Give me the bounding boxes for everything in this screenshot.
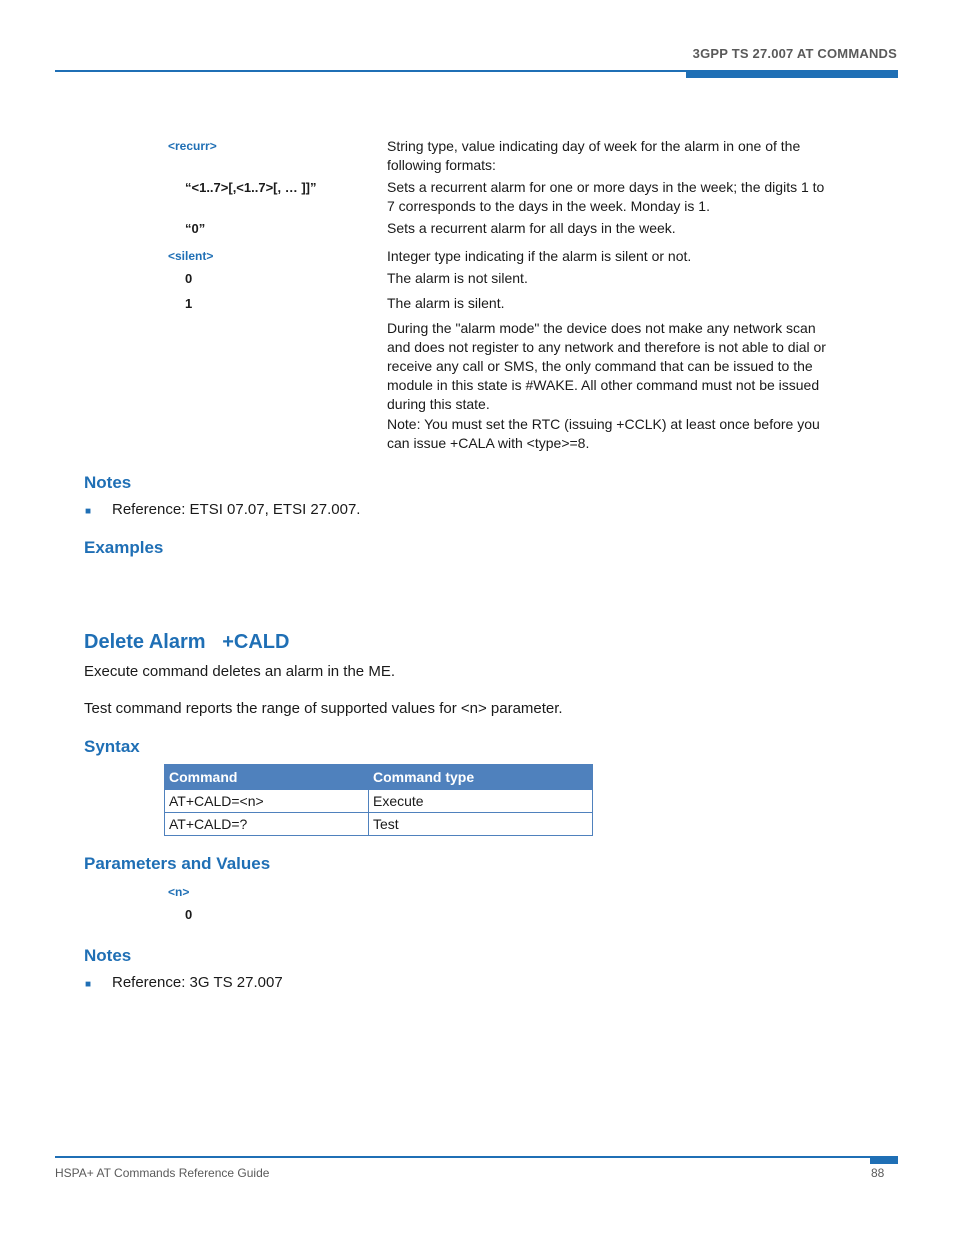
recurr-value-days-name: “<1..7>[,<1..7>[, … ]]” xyxy=(185,180,317,195)
param-n-name: <n> xyxy=(168,885,190,899)
cell-command-type: Execute xyxy=(369,790,593,813)
notes-heading-2: Notes xyxy=(84,946,132,965)
silent-value-0-name: 0 xyxy=(185,271,193,286)
section-para-test: Test command reports the range of supported values for <n> parameter. xyxy=(84,700,563,717)
cell-command: AT+CALD=<n> xyxy=(165,790,369,813)
silent-value-1-name: 1 xyxy=(185,296,193,311)
section-title: Delete Alarm +CALD xyxy=(84,631,290,653)
col-command: Command xyxy=(165,765,369,790)
running-header-title: 3GPP TS 27.007 AT COMMANDS xyxy=(692,46,897,61)
syntax-table-header-row xyxy=(165,765,593,790)
footer-doc-title: HSPA+ AT Commands Reference Guide xyxy=(55,1166,270,1180)
silent-value-1-desc: The alarm is silent. xyxy=(387,295,505,311)
recurr-value-all-desc: Sets a recurrent alarm for all days in the week. xyxy=(387,220,676,236)
silent-value-0-desc: The alarm is not silent. xyxy=(387,270,528,286)
notes-item: Reference: ETSI 07.07, ETSI 27.007. xyxy=(112,501,361,518)
cell-command: AT+CALD=? xyxy=(165,813,369,836)
param-recurr-name: <recurr> xyxy=(168,139,217,153)
parameters-heading: Parameters and Values xyxy=(84,854,271,873)
page-number: 88 xyxy=(871,1166,885,1180)
param-silent-name: <silent> xyxy=(168,249,214,263)
param-recurr-desc: String type, value indicating day of week for the alarm in one of the following formats: xyxy=(387,138,801,173)
table-row xyxy=(165,790,593,813)
param-silent-desc: Integer type indicating if the alarm is silent or not. xyxy=(387,248,692,264)
recurr-value-all-name: “0” xyxy=(185,221,206,236)
recurr-value-days-desc: Sets a recurrent alarm for one or more days in the week; the digits 1 to 7 corresponds to the days in the week. Monday is 1. xyxy=(387,179,825,214)
param-n-value: 0 xyxy=(185,907,193,922)
section-para-execute: Execute command deletes an alarm in the ME. xyxy=(84,663,395,680)
bullet-icon: ■ xyxy=(85,979,92,990)
syntax-table xyxy=(164,764,593,836)
bullet-icon: ■ xyxy=(85,506,92,517)
syntax-heading: Syntax xyxy=(84,737,140,756)
notes-heading: Notes xyxy=(84,473,132,492)
cell-command-type: Test xyxy=(369,813,593,836)
examples-heading: Examples xyxy=(84,538,164,557)
rtc-note: Note: You must set the RTC (issuing +CCLK) at least once before you can issue +CALA with <type>=8. xyxy=(387,416,820,451)
footer-rule xyxy=(55,1156,898,1158)
notes-item-2: Reference: 3G TS 27.007 xyxy=(112,974,283,991)
table-row xyxy=(165,813,593,836)
header-accent-bar xyxy=(686,70,898,78)
footer-accent-bar xyxy=(870,1156,898,1164)
col-command-type: Command type xyxy=(369,765,593,790)
alarm-mode-note: During the "alarm mode" the device does not make any network scan and does not register to any network and therefore is not able to dial or receive any call or SMS, the only command that can be issued to the module in this state is #WAKE. All other command must not be issued during this state. xyxy=(387,320,826,412)
